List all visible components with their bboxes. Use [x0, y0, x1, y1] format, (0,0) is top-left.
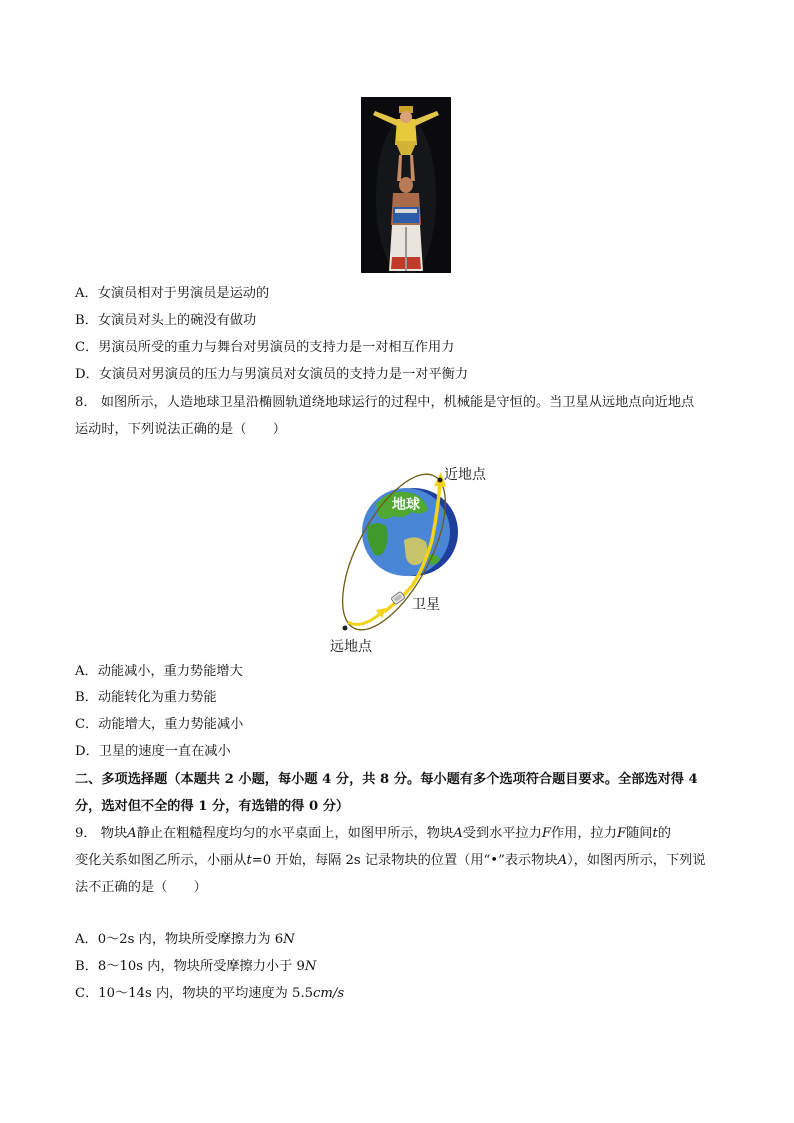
q9-var-a: A [557, 853, 568, 868]
q9-text: 9． 物块 [75, 826, 128, 841]
q9-option-c-unit: cm/s [313, 986, 345, 1001]
q9-var-a: A [453, 826, 463, 841]
q9-option-b-unit: N [304, 959, 317, 974]
earth-label: 地球 [392, 497, 420, 513]
q9-stem-line1 [75, 824, 671, 844]
q9-var-t: t [652, 826, 658, 841]
q9-stem-line2 [75, 851, 706, 871]
q9-var-f: F [541, 826, 551, 841]
q9-option-b-text: B．8～10s 内，物块所受摩擦力小于 9 [75, 959, 305, 974]
q9-var-t: t [246, 853, 252, 868]
q8-option-a: A．动能减小，重力势能增大 [75, 664, 243, 679]
acrobat-photo-icon [361, 97, 451, 273]
q9-text: 作用，拉力 [551, 826, 617, 841]
q7-option-c: C．男演员所受的重力与舞台对男演员的支持力是一对相互作用力 [75, 340, 455, 355]
apogee-label: 远地点 [330, 639, 372, 655]
orbit-diagram-icon [328, 460, 488, 655]
q9-option-c-text: C．10～14s 内，物块的平均速度为 5.5 [75, 986, 314, 1001]
q9-option-a-text: A．0～2s 内，物块所受摩擦力为 6 [75, 932, 284, 947]
q7-option-a: A．女演员相对于男演员是运动的 [75, 286, 270, 301]
q9-text: 变化关系如图乙所示，小丽从 [75, 853, 247, 868]
q9-option-c [75, 984, 344, 1004]
q9-text: 静止在粗糙程度均匀的水平桌面上，如图甲所示，物块 [136, 826, 454, 841]
q9-var-a: A [127, 826, 137, 841]
q9-text: 的 [657, 826, 671, 841]
q9-option-b [75, 957, 316, 977]
q8-stem-line1: 8． 如图所示，人造地球卫星沿椭圆轨道绕地球运行的过程中，机械能是守恒的。当卫星从远地点向近地点 [75, 395, 695, 410]
orbit-figure [328, 460, 488, 655]
q9-text: 随间 [626, 826, 653, 841]
section2-heading-line2: 分，选对但不全的得 1 分，有选错的得 0 分） [75, 799, 350, 814]
q9-option-a [75, 930, 295, 950]
q7-option-b: B．女演员对头上的碗没有做功 [75, 313, 257, 328]
acrobat-photo [361, 97, 451, 273]
q9-stem-line3: 法不正确的是（ ） [75, 880, 207, 895]
q9-option-a-unit: N [283, 932, 295, 947]
perigee-label: 近地点 [444, 467, 486, 483]
q8-option-b: B．动能转化为重力势能 [75, 690, 217, 705]
q9-text: =0 开始，每隔 2s 记录物块的位置（用“•”表示物块 [251, 853, 558, 868]
q8-option-d: D．卫星的速度一直在减小 [75, 744, 231, 759]
q7-option-d: D．女演员对男演员的压力与男演员对女演员的支持力是一对平衡力 [75, 367, 469, 382]
satellite-label: 卫星 [412, 597, 440, 613]
q9-text: 受到水平拉力 [462, 826, 542, 841]
q9-text: ），如图丙所示，下列说 [567, 853, 706, 868]
q8-option-c: C．动能增大，重力势能减小 [75, 717, 244, 732]
q8-stem-line2: 运动时，下列说法正确的是（ ） [75, 422, 286, 437]
q9-var-f: F [616, 826, 627, 841]
section2-heading-line1: 二、多项选择题（本题共 2 小题，每小题 4 分，共 8 分。每小题有多个选项符合题目要求。全部选对得 4 [75, 772, 698, 787]
